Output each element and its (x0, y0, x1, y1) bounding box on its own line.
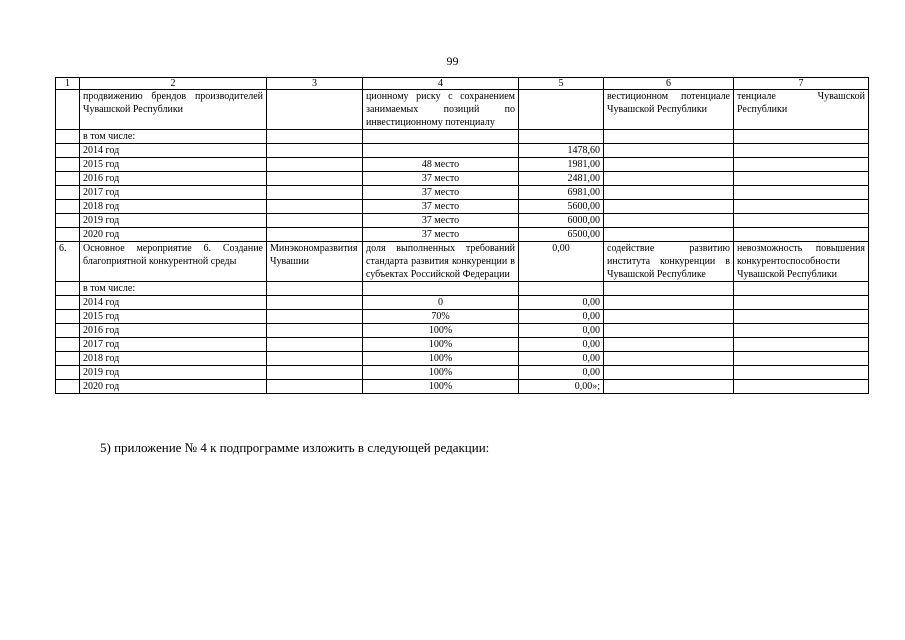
responsible-executor: Минэкономразвития Чувашии (267, 242, 363, 282)
funding-value: 5600,00 (519, 200, 604, 214)
header-cell: 1 (56, 78, 80, 90)
table-cell (267, 352, 363, 366)
table-cell (56, 296, 80, 310)
year-row (56, 186, 869, 200)
continuation-row (56, 90, 869, 130)
year-row (56, 366, 869, 380)
table-cell (267, 214, 363, 228)
table-cell (734, 130, 869, 144)
year-label: 2018 год (80, 200, 267, 214)
risk-consequence: невозможность повышения конкурентоспособности Чувашской Республики (734, 242, 869, 282)
table-cell: в том числе: (80, 130, 267, 144)
table-cell (267, 228, 363, 242)
table-cell (56, 90, 80, 130)
indicator-value: 37 место (363, 228, 519, 242)
funding-value: 0,00 (519, 324, 604, 338)
year-row (56, 324, 869, 338)
measure-title: Основное мероприятие 6. Создание благоприятной конкурентной среды (80, 242, 267, 282)
funding-value: 0,00 (519, 366, 604, 380)
year-label: 2020 год (80, 380, 267, 394)
table-cell (267, 310, 363, 324)
table-cell (734, 228, 869, 242)
year-label: 2019 год (80, 214, 267, 228)
including-row (56, 282, 869, 296)
table-cell (363, 282, 519, 296)
year-label: 2014 год (80, 144, 267, 158)
table-cell (56, 144, 80, 158)
table-cell (56, 324, 80, 338)
table-cell (56, 338, 80, 352)
year-row (56, 296, 869, 310)
table-cell (363, 130, 519, 144)
table-cell (56, 282, 80, 296)
table-cell (267, 200, 363, 214)
year-row (56, 200, 869, 214)
year-row (56, 228, 869, 242)
funding-value: 2481,00 (519, 172, 604, 186)
table-cell (267, 144, 363, 158)
year-label: 2014 год (80, 296, 267, 310)
funding-value: 0,00 (519, 338, 604, 352)
year-label: 2015 год (80, 158, 267, 172)
table-cell (604, 380, 734, 394)
year-label: 2016 год (80, 172, 267, 186)
table-cell (734, 158, 869, 172)
funding-value: 0,00 (519, 296, 604, 310)
indicator-value: 37 место (363, 186, 519, 200)
table-cell (267, 366, 363, 380)
table-cell (734, 214, 869, 228)
table-cell (56, 310, 80, 324)
indicator-value: 48 место (363, 158, 519, 172)
indicator-value: 100% (363, 380, 519, 394)
table-cell (267, 282, 363, 296)
table-cell (734, 366, 869, 380)
year-label: 2018 год (80, 352, 267, 366)
table-cell (604, 200, 734, 214)
indicator-value: 100% (363, 352, 519, 366)
table-cell (56, 352, 80, 366)
table-cell (604, 186, 734, 200)
year-row (56, 338, 869, 352)
table-body (56, 78, 869, 394)
header-cell: 6 (604, 78, 734, 90)
table-cell (519, 90, 604, 130)
measure-row (56, 242, 869, 282)
table-cell (604, 214, 734, 228)
table-cell (267, 90, 363, 130)
table-cell (519, 282, 604, 296)
row-number: 6. (56, 242, 80, 282)
table-cell (734, 324, 869, 338)
amendment-text: 5) приложение № 4 к подпрограмме изложить в следующей редакции: (100, 440, 490, 455)
table-cell (56, 366, 80, 380)
table-cell (56, 214, 80, 228)
table-cell (267, 172, 363, 186)
year-row (56, 352, 869, 366)
table-cell (734, 380, 869, 394)
table-cell (267, 324, 363, 338)
header-cell: 7 (734, 78, 869, 90)
table-cell: ционному риску с сохранением занимаемых позиций по инвестиционному потенциалу (363, 90, 519, 130)
header-row (56, 78, 869, 90)
table-cell (734, 352, 869, 366)
table-cell (604, 366, 734, 380)
table-cell (604, 172, 734, 186)
year-row (56, 144, 869, 158)
header-cell: 2 (80, 78, 267, 90)
table-cell: продвижению брендов производителей Чувашской Республики (80, 90, 267, 130)
table-cell (604, 228, 734, 242)
year-row (56, 172, 869, 186)
table-cell: в том числе: (80, 282, 267, 296)
indicator-value: 37 место (363, 172, 519, 186)
table-cell (734, 282, 869, 296)
indicator: доля выполненных требований стандарта развития конкуренции в субъектах Российской Федерации (363, 242, 519, 282)
year-row (56, 310, 869, 324)
indicator-value: 100% (363, 324, 519, 338)
year-label: 2015 год (80, 310, 267, 324)
funding-value: 1478,60 (519, 144, 604, 158)
table-cell (56, 172, 80, 186)
table-cell (734, 338, 869, 352)
indicator-value (363, 144, 519, 158)
indicator-value: 37 место (363, 214, 519, 228)
measures-table (55, 77, 869, 394)
funding-value: 0,00»; (519, 380, 604, 394)
table-cell (56, 200, 80, 214)
table-cell (604, 338, 734, 352)
indicator-value: 70% (363, 310, 519, 324)
year-label: 2019 год (80, 366, 267, 380)
table-cell (734, 144, 869, 158)
table-cell (604, 144, 734, 158)
header-cell: 5 (519, 78, 604, 90)
table-cell (734, 186, 869, 200)
page-number: 99 (446, 54, 459, 68)
year-row (56, 158, 869, 172)
funding-value: 6981,00 (519, 186, 604, 200)
year-label: 2016 год (80, 324, 267, 338)
table-cell (56, 228, 80, 242)
year-label: 2017 год (80, 186, 267, 200)
year-row (56, 380, 869, 394)
year-row (56, 214, 869, 228)
table-cell: вестиционном потенциале Чувашской Республики (604, 90, 734, 130)
table-cell (734, 296, 869, 310)
table-cell (56, 158, 80, 172)
table-cell (604, 352, 734, 366)
indicator-value: 0 (363, 296, 519, 310)
table-cell (56, 186, 80, 200)
funding-value: 6000,00 (519, 214, 604, 228)
table-cell (267, 158, 363, 172)
table-cell (604, 282, 734, 296)
table-cell (604, 130, 734, 144)
year-label: 2020 год (80, 228, 267, 242)
expected-result: содействие развитию института конкуренции в Чувашской Республике (604, 242, 734, 282)
funding-value: 0,00 (519, 310, 604, 324)
including-row (56, 130, 869, 144)
table-cell (267, 380, 363, 394)
table-cell (734, 200, 869, 214)
funding-value: 1981,00 (519, 158, 604, 172)
year-label: 2017 год (80, 338, 267, 352)
table-cell (519, 130, 604, 144)
header-cell: 4 (363, 78, 519, 90)
table-cell (267, 338, 363, 352)
table-cell (56, 380, 80, 394)
table-cell (56, 130, 80, 144)
indicator-value: 37 место (363, 200, 519, 214)
table-cell (604, 296, 734, 310)
table-cell (604, 324, 734, 338)
header-cell: 3 (267, 78, 363, 90)
table-cell (734, 172, 869, 186)
table-cell (267, 186, 363, 200)
table-cell (604, 310, 734, 324)
indicator-value: 100% (363, 366, 519, 380)
table-cell (267, 130, 363, 144)
table-cell (267, 296, 363, 310)
indicator-value: 100% (363, 338, 519, 352)
table-cell: тенциале Чувашской Республики (734, 90, 869, 130)
table-cell (604, 158, 734, 172)
table-cell (734, 310, 869, 324)
funding-value: 0,00 (519, 352, 604, 366)
funding-value: 6500,00 (519, 228, 604, 242)
funding-value: 0,00 (519, 242, 604, 282)
